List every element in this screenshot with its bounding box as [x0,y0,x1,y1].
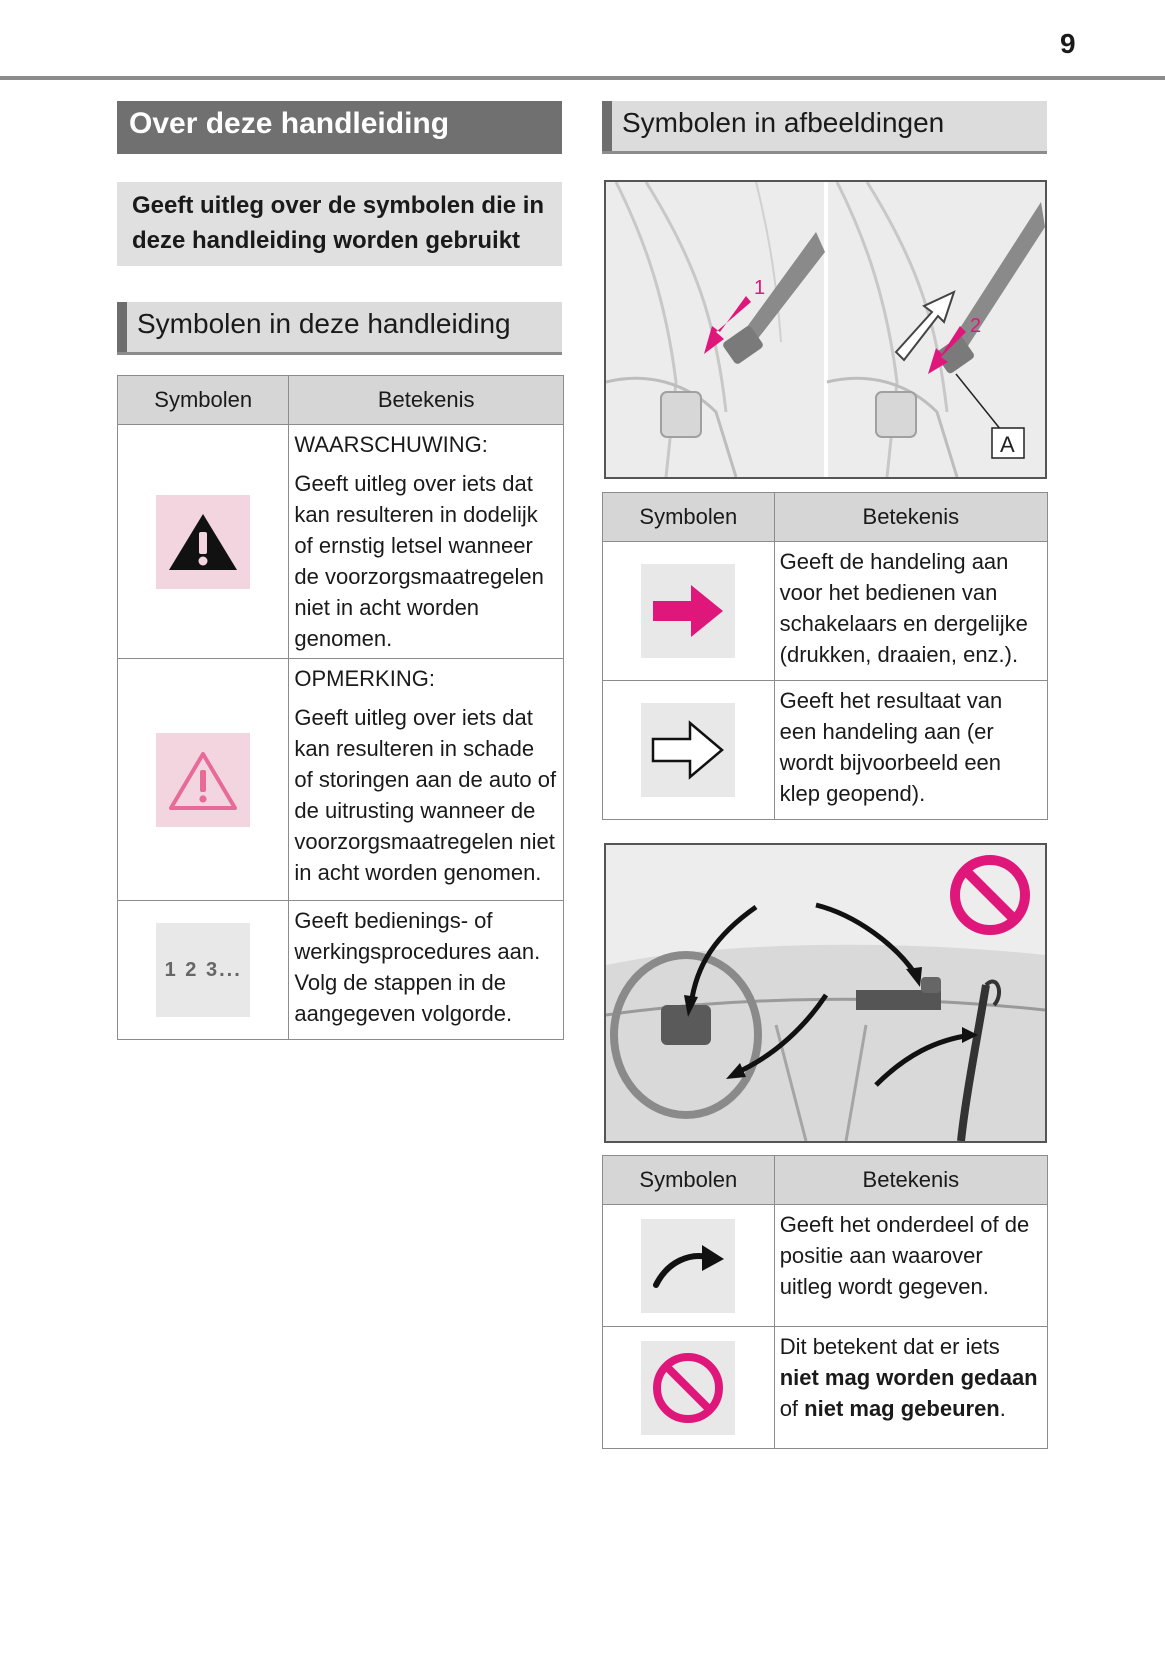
table-row [118,901,564,1040]
caution-text: Geeft uitleg over iets dat kan resulteren in schade of storingen aan de auto of de uitrusting wanneer de voorzorgsmaatregelen niet in acht worden genomen. [294,705,557,885]
top-rule [0,76,1165,80]
seatbelt-illustration [604,180,1047,479]
section-heading-left [117,302,562,355]
table-row [603,542,1048,681]
result-arrow-text: Geeft het resultaat van een handeling aan (er wordt bijvoorbeeld een klep geopend). [779,688,1003,806]
table-row [118,659,564,901]
table-row [603,681,1048,820]
col-header-symbols: Symbolen [603,493,775,542]
col-header-meaning: Betekenis [774,1156,1047,1205]
symbols-table-left [117,375,564,1040]
prohibited-text-bold: niet mag gebeuren [804,1396,1000,1421]
pointer-arrow-icon [641,1219,735,1313]
prohibited-text [780,1334,1038,1421]
steps-text: Geeft bedienings- of werkingsprocedures aan. Volg de stappen in de aangegeven volgorde. [294,908,541,1026]
warning-text: Geeft uitleg over iets dat kan resulteren in dodelijk of ernstig letsel wanneer de voorzorgsmaatregelen niet in acht worden genomen. [294,471,544,651]
col-header-symbols: Symbolen [603,1156,775,1205]
action-arrow-icon [641,564,735,658]
callout-1: 1 [754,277,766,299]
table-row [603,1327,1048,1449]
prohibited-text-part: Dit betekent dat er iets [779,1334,1000,1359]
prohibited-icon [641,1341,735,1435]
result-arrow-icon [641,703,735,797]
table-row [603,1205,1048,1327]
warning-icon [156,495,250,589]
label-a: A [1000,432,1015,457]
warning-title: WAARSCHUWING: [294,432,488,457]
col-header-meaning: Betekenis [289,376,564,425]
action-arrow-text: Geeft de handeling aan voor het bedienen van schakelaars en dergelijke (drukken, draaien, enz.). [779,549,1028,667]
symbols-table-right-2 [602,1155,1048,1449]
prohibited-text-part: . [999,1396,1006,1421]
section-heading-right-label: Symbolen in afbeeldingen [622,107,945,138]
section-heading-right [602,101,1047,154]
steps-icon [156,923,250,1017]
col-header-symbols: Symbolen [118,376,289,425]
main-heading: Over deze handleiding [117,101,562,154]
intro-text: Geeft uitleg over de symbolen die in deze handleiding worden gebruikt [117,182,562,266]
callout-2: 2 [970,315,982,337]
caution-icon [156,733,250,827]
prohibited-text-part: of [779,1396,805,1421]
col-header-meaning: Betekenis [774,493,1047,542]
steps-symbol: 1 2 3... [164,958,242,981]
table-row [118,425,564,659]
page-number: 9 [1060,28,1076,59]
dashboard-illustration [604,843,1047,1143]
caution-title: OPMERKING: [294,666,435,691]
pointer-arrow-text: Geeft het onderdeel of de positie aan waarover uitleg wordt gegeven. [779,1212,1030,1299]
section-heading-left-label: Symbolen in deze handleiding [137,308,511,339]
prohibited-text-bold: niet mag worden gedaan [779,1365,1038,1390]
symbols-table-right-1 [602,492,1048,820]
